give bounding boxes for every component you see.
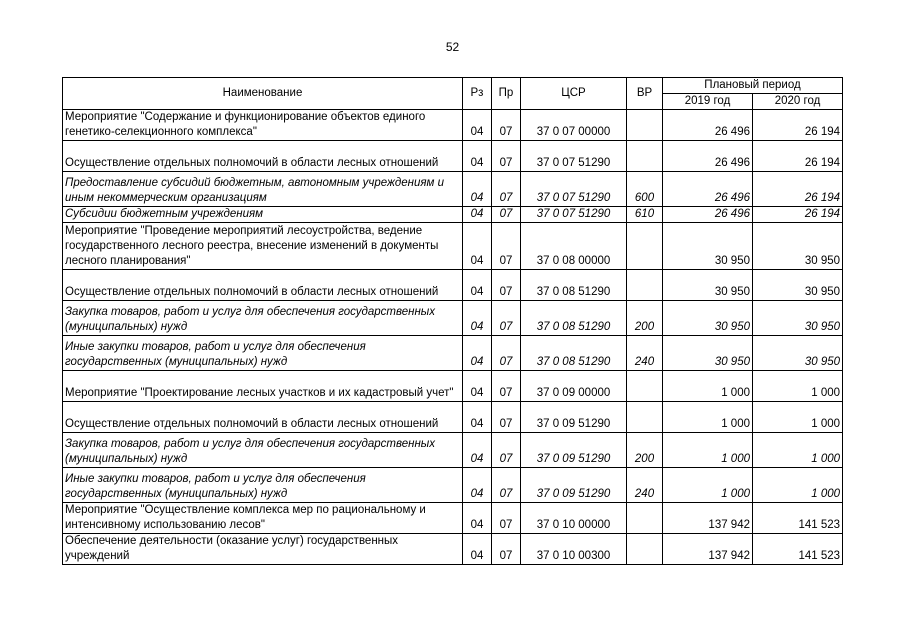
cell-pr: 07 <box>492 402 521 433</box>
cell-pr: 07 <box>492 110 521 141</box>
cell-2019: 1 000 <box>663 371 753 402</box>
cell-pr: 07 <box>492 336 521 371</box>
cell-name: Субсидии бюджетным учреждениям <box>63 207 463 223</box>
cell-csr: 37 0 09 51290 <box>521 402 627 433</box>
cell-2020: 26 194 <box>753 110 843 141</box>
cell-vr <box>627 371 663 402</box>
table-header <box>63 78 843 110</box>
header-pr: Пр <box>492 78 521 110</box>
table-row <box>63 468 843 503</box>
table-row <box>63 534 843 565</box>
cell-vr <box>627 534 663 565</box>
cell-2019: 1 000 <box>663 402 753 433</box>
header-rz: Рз <box>463 78 492 110</box>
cell-csr: 37 0 07 00000 <box>521 110 627 141</box>
cell-name: Мероприятие "Содержание и функционирование объектов единого генетико-селекционного комплекса" <box>63 110 463 141</box>
cell-2019: 137 942 <box>663 503 753 534</box>
cell-vr: 200 <box>627 433 663 468</box>
cell-2019: 26 496 <box>663 141 753 172</box>
cell-rz: 04 <box>463 110 492 141</box>
cell-2020: 26 194 <box>753 172 843 207</box>
cell-name: Закупка товаров, работ и услуг для обеспечения государственных (муниципальных) нужд <box>63 433 463 468</box>
table-row <box>63 301 843 336</box>
cell-name: Предоставление субсидий бюджетным, автономным учреждениям и иным некоммерческим организациям <box>63 172 463 207</box>
cell-2019: 30 950 <box>663 270 753 301</box>
cell-2020: 30 950 <box>753 336 843 371</box>
cell-name: Осуществление отдельных полномочий в области лесных отношений <box>63 141 463 172</box>
cell-csr: 37 0 09 00000 <box>521 371 627 402</box>
cell-vr <box>627 270 663 301</box>
cell-rz: 04 <box>463 534 492 565</box>
table-row <box>63 141 843 172</box>
cell-2019: 26 496 <box>663 172 753 207</box>
cell-2020: 1 000 <box>753 433 843 468</box>
cell-csr: 37 0 07 51290 <box>521 172 627 207</box>
cell-csr: 37 0 09 51290 <box>521 433 627 468</box>
cell-csr: 37 0 08 00000 <box>521 223 627 270</box>
cell-csr: 37 0 10 00000 <box>521 503 627 534</box>
cell-2019: 26 496 <box>663 207 753 223</box>
table-row <box>63 433 843 468</box>
cell-2020: 141 523 <box>753 503 843 534</box>
cell-rz: 04 <box>463 270 492 301</box>
cell-rz: 04 <box>463 371 492 402</box>
table-row <box>63 402 843 433</box>
cell-2019: 30 950 <box>663 223 753 270</box>
cell-2019: 1 000 <box>663 433 753 468</box>
cell-2020: 30 950 <box>753 270 843 301</box>
cell-pr: 07 <box>492 172 521 207</box>
cell-rz: 04 <box>463 172 492 207</box>
budget-table <box>62 77 843 565</box>
cell-2019: 30 950 <box>663 336 753 371</box>
cell-name: Иные закупки товаров, работ и услуг для обеспечения государственных (муниципальных) нужд <box>63 336 463 371</box>
cell-vr <box>627 223 663 270</box>
cell-name: Осуществление отдельных полномочий в области лесных отношений <box>63 270 463 301</box>
cell-2020: 30 950 <box>753 301 843 336</box>
cell-pr: 07 <box>492 301 521 336</box>
cell-rz: 04 <box>463 336 492 371</box>
cell-csr: 37 0 08 51290 <box>521 301 627 336</box>
cell-pr: 07 <box>492 503 521 534</box>
cell-csr: 37 0 07 51290 <box>521 141 627 172</box>
cell-2020: 1 000 <box>753 371 843 402</box>
cell-name: Закупка товаров, работ и услуг для обеспечения государственных (муниципальных) нужд <box>63 301 463 336</box>
cell-name: Мероприятие "Проведение мероприятий лесоустройства, ведение государственного лесного реестра, внесение изменений в документы лесного планирования" <box>63 223 463 270</box>
cell-vr: 200 <box>627 301 663 336</box>
cell-csr: 37 0 07 51290 <box>521 207 627 223</box>
cell-vr <box>627 402 663 433</box>
header-period: Плановый период <box>663 78 843 94</box>
cell-csr: 37 0 08 51290 <box>521 270 627 301</box>
cell-vr: 610 <box>627 207 663 223</box>
cell-2020: 30 950 <box>753 223 843 270</box>
cell-name: Мероприятие "Проектирование лесных участков и их кадастровый учет" <box>63 371 463 402</box>
cell-2020: 26 194 <box>753 141 843 172</box>
table-row <box>63 223 843 270</box>
cell-name: Иные закупки товаров, работ и услуг для обеспечения государственных (муниципальных) нужд <box>63 468 463 503</box>
page-number: 52 <box>445 40 460 54</box>
cell-vr <box>627 503 663 534</box>
cell-name: Осуществление отдельных полномочий в области лесных отношений <box>63 402 463 433</box>
cell-vr <box>627 141 663 172</box>
cell-csr: 37 0 09 51290 <box>521 468 627 503</box>
cell-vr <box>627 110 663 141</box>
table-row <box>63 110 843 141</box>
cell-2020: 141 523 <box>753 534 843 565</box>
header-vr: ВР <box>627 78 663 110</box>
cell-2019: 1 000 <box>663 468 753 503</box>
cell-pr: 07 <box>492 433 521 468</box>
cell-rz: 04 <box>463 223 492 270</box>
table-row <box>63 172 843 207</box>
cell-rz: 04 <box>463 468 492 503</box>
cell-pr: 07 <box>492 534 521 565</box>
header-year-2019: 2019 год <box>663 94 753 110</box>
cell-rz: 04 <box>463 141 492 172</box>
cell-pr: 07 <box>492 468 521 503</box>
cell-rz: 04 <box>463 301 492 336</box>
cell-pr: 07 <box>492 270 521 301</box>
table-row <box>63 207 843 223</box>
cell-2019: 137 942 <box>663 534 753 565</box>
header-year-2020: 2020 год <box>753 94 843 110</box>
cell-vr: 240 <box>627 336 663 371</box>
header-name: Наименование <box>63 78 463 110</box>
cell-rz: 04 <box>463 402 492 433</box>
cell-2020: 26 194 <box>753 207 843 223</box>
cell-2020: 1 000 <box>753 468 843 503</box>
table-row <box>63 336 843 371</box>
cell-rz: 04 <box>463 207 492 223</box>
cell-vr: 600 <box>627 172 663 207</box>
cell-name: Обеспечение деятельности (оказание услуг) государственных учреждений <box>63 534 463 565</box>
cell-pr: 07 <box>492 141 521 172</box>
table-row <box>63 371 843 402</box>
cell-rz: 04 <box>463 433 492 468</box>
cell-vr: 240 <box>627 468 663 503</box>
header-csr: ЦСР <box>521 78 627 110</box>
cell-csr: 37 0 10 00300 <box>521 534 627 565</box>
cell-2019: 26 496 <box>663 110 753 141</box>
cell-2019: 30 950 <box>663 301 753 336</box>
cell-pr: 07 <box>492 371 521 402</box>
cell-2020: 1 000 <box>753 402 843 433</box>
table-row <box>63 503 843 534</box>
cell-rz: 04 <box>463 503 492 534</box>
cell-pr: 07 <box>492 207 521 223</box>
cell-pr: 07 <box>492 223 521 270</box>
table-body <box>63 110 843 565</box>
cell-csr: 37 0 08 51290 <box>521 336 627 371</box>
cell-name: Мероприятие "Осуществление комплекса мер по рациональному и интенсивному использованию лесов" <box>63 503 463 534</box>
table-row <box>63 270 843 301</box>
